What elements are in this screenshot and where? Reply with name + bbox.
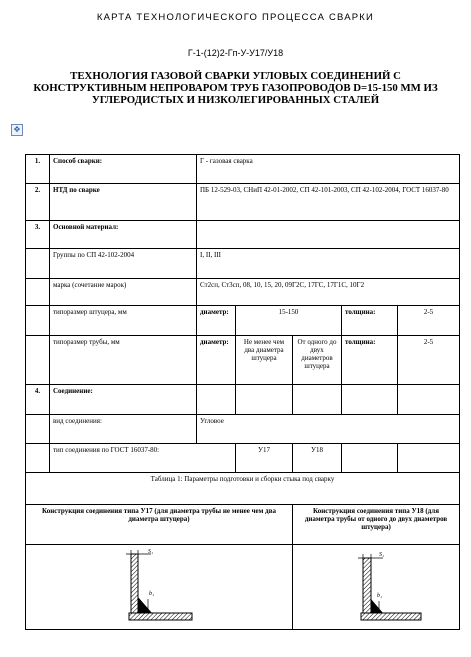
row-label: Способ сварки: bbox=[50, 155, 197, 184]
table-row bbox=[26, 306, 460, 336]
empty-cell bbox=[236, 385, 293, 415]
diameter-label: диаметр: bbox=[197, 336, 236, 385]
table-row bbox=[26, 444, 460, 473]
row-value: I, II, III bbox=[197, 249, 460, 279]
diameter-value: 15-150 bbox=[236, 306, 342, 336]
weld-fillet bbox=[371, 599, 383, 613]
row-value: Угловое bbox=[197, 415, 460, 444]
u17-joint-drawing bbox=[26, 545, 292, 629]
card-title: КАРТА ТЕХНОЛОГИЧЕСКОГО ПРОЦЕССА СВАРКИ bbox=[96, 12, 375, 23]
row-value: Г - газовая сварка bbox=[197, 155, 460, 184]
row-number: 4. bbox=[26, 385, 50, 415]
row-value: Ст2сп, Ст3сп, 08, 10, 15, 20, 09Г2С, 17ГС, 17Г1С, 10Г2 bbox=[197, 279, 460, 306]
pipe-wall-section bbox=[361, 613, 421, 620]
row-value: ПБ 12-529-03, СНиП 42-01-2002, СП 42-101-2003, СП 42-102-2004, ГОСТ 16037-80 bbox=[197, 184, 460, 221]
u17-heading: Конструкция соединения типа У17 (для диаметра трубы не менее чем два диаметра штуцера) bbox=[26, 505, 293, 545]
table-row bbox=[26, 385, 460, 415]
table-row bbox=[26, 336, 460, 385]
gap-dimension-label: b₁ bbox=[149, 591, 155, 597]
process-code: Г-1-(12)2-Гп-У-У17/У18 bbox=[187, 48, 284, 58]
row-label: марка (сочетание марок) bbox=[50, 279, 197, 306]
row-label: НТД по сварке bbox=[50, 184, 197, 221]
thickness-value: 2-5 bbox=[398, 306, 460, 336]
u18-joint-drawing bbox=[293, 545, 460, 629]
row-number bbox=[26, 279, 50, 306]
diameter-label: диаметр: bbox=[197, 306, 236, 336]
row-number: 2. bbox=[26, 184, 50, 221]
row-label: вид соединения: bbox=[50, 415, 197, 444]
empty-cell bbox=[293, 385, 342, 415]
joint-type-u18: У18 bbox=[293, 444, 342, 473]
row-label: Соединение: bbox=[50, 385, 197, 415]
row-number: 1. bbox=[26, 155, 50, 184]
fitting-wall-section bbox=[363, 558, 371, 613]
row-number bbox=[26, 444, 50, 473]
empty-cell bbox=[342, 385, 398, 415]
table-move-handle-icon[interactable]: ✥ bbox=[11, 124, 23, 136]
table-caption: Таблица 1: Параметры подготовки и сборки стыка под сварку bbox=[26, 473, 460, 505]
thickness-dimension-label: S₁ bbox=[148, 549, 154, 555]
table-row bbox=[26, 184, 460, 221]
pipe-wall-section bbox=[129, 613, 192, 620]
thickness-value: 2-5 bbox=[398, 336, 460, 385]
row-number bbox=[26, 249, 50, 279]
diameter-option-b: От одного до двух диаметров штуцера bbox=[293, 336, 342, 385]
empty-cell bbox=[398, 444, 460, 473]
thickness-label: толщина: bbox=[342, 336, 398, 385]
fitting-wall-section bbox=[131, 554, 138, 613]
row-label: Группы по СП 42-102-2004 bbox=[50, 249, 197, 279]
u18-heading: Конструкция соединения типа У18 (для диаметра трубы от одного до двух диаметров штуцера) bbox=[293, 505, 460, 545]
u17-drawing-cell bbox=[26, 545, 293, 630]
row-number bbox=[26, 306, 50, 336]
thickness-label: толщина: bbox=[342, 306, 398, 336]
u18-drawing-cell bbox=[293, 545, 460, 630]
table-row bbox=[26, 415, 460, 444]
row-label: типоразмер штуцера, мм bbox=[50, 306, 197, 336]
row-label: типоразмер трубы, мм bbox=[50, 336, 197, 385]
empty-cell bbox=[398, 385, 460, 415]
main-title: ТЕХНОЛОГИЯ ГАЗОВОЙ СВАРКИ УГЛОВЫХ СОЕДИНЕНИЙ С КОНСТРУКТИВНЫМ НЕПРОВАРОМ ТРУБ ГАЗОПРОВОДОВ D=15-150 ММ ИЗ УГЛЕРОДИСТЫХ И НИЗКОЛЕГИРОВАННЫХ СТАЛЕЙ bbox=[33, 70, 438, 106]
row-label: Основной материал: bbox=[50, 221, 197, 249]
empty-cell bbox=[342, 444, 398, 473]
row-label: тип соединения по ГОСТ 16037-80: bbox=[50, 444, 236, 473]
gap-dimension-label: b₁ bbox=[377, 593, 383, 599]
welding-process-table bbox=[25, 154, 460, 630]
weld-fillet bbox=[138, 597, 152, 613]
row-value bbox=[197, 221, 460, 249]
table-row bbox=[26, 279, 460, 306]
table-row bbox=[26, 473, 460, 505]
table-row bbox=[26, 221, 460, 249]
diameter-option-a: Не менее чем два диаметра штуцера bbox=[236, 336, 293, 385]
thickness-dimension-label: S₁ bbox=[379, 552, 385, 558]
joint-type-u17: У17 bbox=[236, 444, 293, 473]
row-number bbox=[26, 415, 50, 444]
table-row bbox=[26, 155, 460, 184]
row-number bbox=[26, 336, 50, 385]
table-row bbox=[26, 249, 460, 279]
table-row bbox=[26, 505, 460, 545]
row-number: 3. bbox=[26, 221, 50, 249]
table-row bbox=[26, 545, 460, 630]
empty-cell bbox=[197, 385, 236, 415]
